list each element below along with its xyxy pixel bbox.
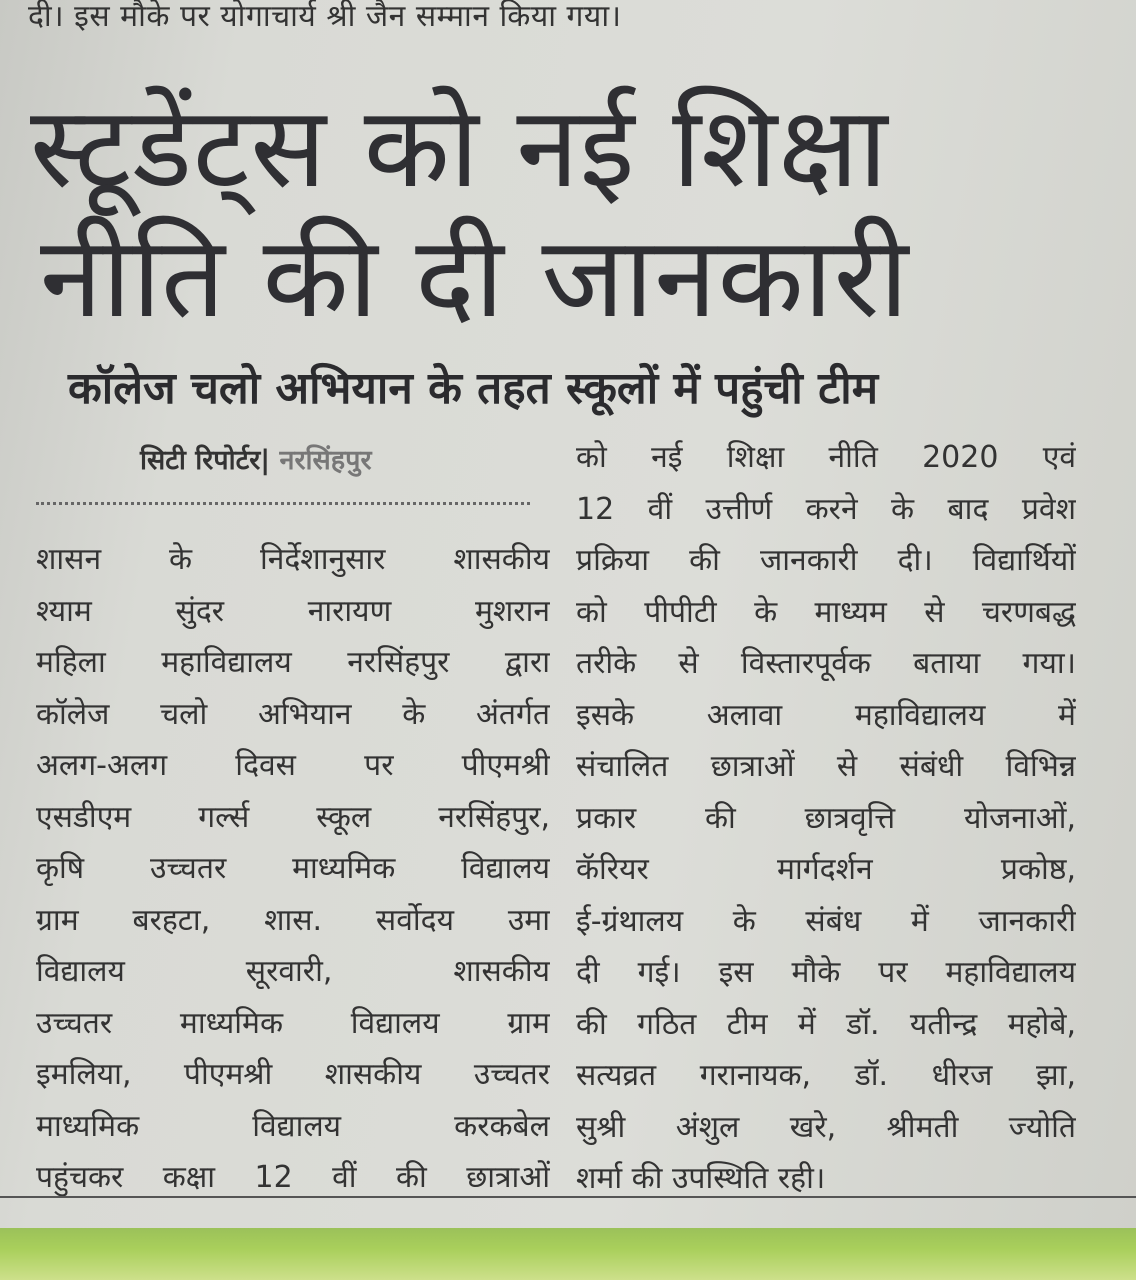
left-line: एसडीएम गर्ल्स स्कूल नरसिंहपुर, (36, 799, 550, 835)
byline-reporter: सिटी रिपोर्टर| (140, 445, 271, 476)
headline-line-2: नीति की दी जानकारी (40, 213, 910, 343)
previous-article-fragment: दी। इस मौके पर योगाचार्य श्री जैन सम्मान किया गया। (28, 0, 622, 34)
right-line: संचालित छात्राओं से संबंधी विभिन्न (576, 749, 1076, 784)
right-line: कॅरियर मार्गदर्शन प्रकोष्ठ, (576, 852, 1076, 887)
left-line: श्याम सुंदर नारायण मुशरान (36, 593, 550, 629)
right-line: 12 वीं उत्तीर्ण करने के बाद प्रवेश (576, 491, 1076, 527)
right-line: तरीके से विस्तारपूर्वक बताया गया। (576, 646, 1076, 681)
byline-place: नरसिंहपुर (270, 445, 372, 476)
left-line: ग्राम बरहटा, शास. सर्वोदय उमा (36, 902, 550, 938)
column-end-rule (0, 1196, 1136, 1198)
headline-line-1: स्टूडेंट्स को नई शिक्षा (30, 83, 889, 213)
subheadline: कॉलेज चलो अभियान के तहत स्कूलों में पहुंची टीम (68, 363, 879, 414)
left-line: माध्यमिक विद्यालय करकबेल (36, 1108, 550, 1144)
right-line: दी गई। इस मौके पर महाविद्यालय (576, 955, 1076, 990)
right-line: ई-ग्रंथालय के संबंध में जानकारी (576, 903, 1076, 939)
left-line: कृषि उच्चतर माध्यमिक विद्यालय (36, 851, 550, 886)
byline-divider (36, 502, 530, 505)
right-line: को पीपीटी के माध्यम से चरणबद्ध (576, 594, 1076, 630)
article-column-right (576, 432, 1076, 1205)
right-line: प्रकार की छात्रवृत्ति योजनाओं, (576, 800, 1076, 836)
left-line: पहुंचकर कक्षा 12 वीं की छात्राओं (36, 1160, 550, 1195)
right-line: सत्यव्रत गरानायक, डॉ. धीरज झा, (576, 1058, 1076, 1093)
right-line: को नई शिक्षा नीति 2020 एवं (576, 440, 1076, 475)
right-line: प्रक्रिया की जानकारी दी। विद्यार्थियों (576, 543, 1076, 578)
left-line: कॉलेज चलो अभियान के अंतर्गत (36, 696, 550, 732)
byline (140, 440, 372, 477)
left-line: इमलिया, पीएमश्री शासकीय उच्चतर (36, 1057, 550, 1092)
right-line: सुश्री अंशुल खरे, श्रीमती ज्योति (576, 1109, 1076, 1145)
green-background-edge (0, 1228, 1136, 1280)
right-line: शर्मा की उपस्थिति रही। (576, 1161, 826, 1196)
left-line: अलग-अलग दिवस पर पीएमश्री (36, 748, 550, 783)
article-column-left (36, 534, 550, 1204)
left-line: महिला महाविद्यालय नरसिंहपुर द्वारा (36, 645, 550, 680)
left-line: विद्यालय सूरवारी, शासकीय (36, 954, 550, 989)
left-line: उच्चतर माध्यमिक विद्यालय ग्राम (36, 1005, 550, 1041)
left-line: शासन के निर्देशानुसार शासकीय (36, 542, 550, 577)
right-line: इसके अलावा महाविद्यालय में (576, 697, 1076, 733)
right-line: की गठित टीम में डॉ. यतीन्द्र महोबे, (576, 1006, 1076, 1042)
